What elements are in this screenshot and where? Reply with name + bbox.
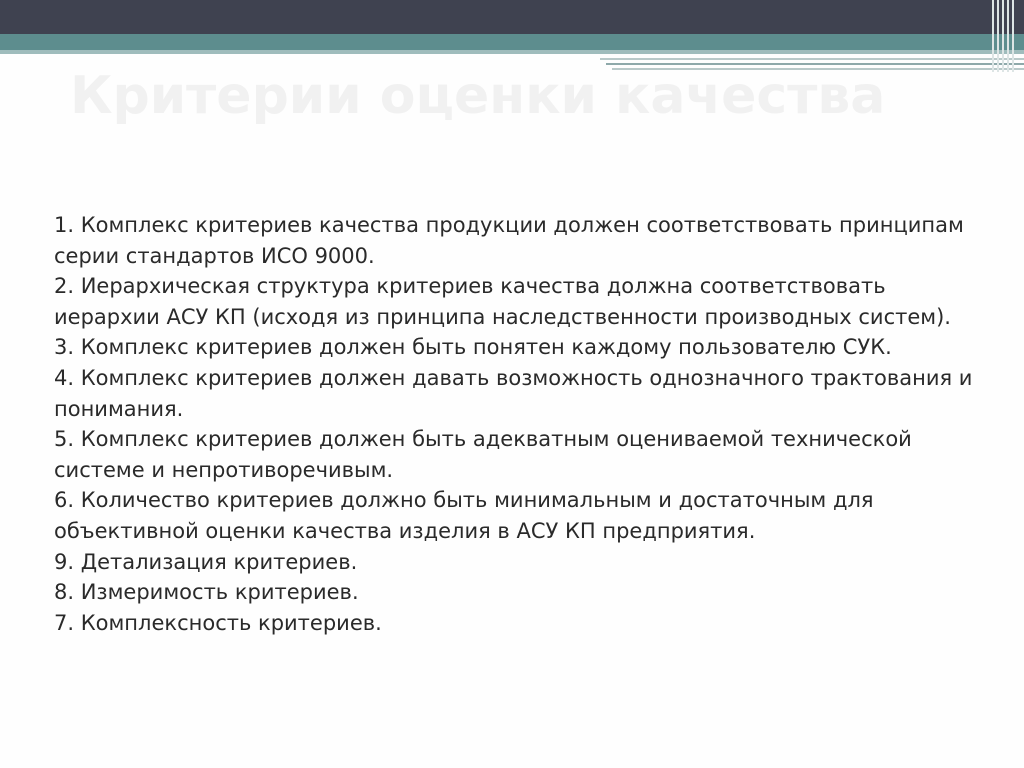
list-item: 7. Комплексность критериев.: [54, 610, 382, 635]
header-teal-band-light: [0, 50, 1024, 54]
decorative-line: [606, 63, 1024, 65]
slide-body: [54, 210, 994, 638]
corner-stripes: [990, 0, 1024, 72]
list-item: 6. Количество критериев должно быть минимальным и достаточным для объективной оценки качества изделия в АСУ КП предприятия.: [54, 488, 874, 543]
list-item: 1. Комплекс критериев качества продукции должен соответствовать принципам серии стандартов ИСО 9000.: [54, 213, 964, 268]
list-item: 2. Иерархическая структура критериев качества должна соответствовать иерархии АСУ КП (исходя из принципа наследственности производных систем).: [54, 274, 951, 329]
slide-title: Критерии оценки качества: [70, 66, 886, 126]
list-item: 9. Детализация критериев.: [54, 549, 358, 574]
decorative-line: [600, 58, 1024, 60]
list-item: 4. Комплекс критериев должен давать возможность однозначного трактования и понимания.: [54, 365, 973, 421]
header-dark-bar: [0, 0, 1024, 34]
list-item: 5. Комплекс критериев должен быть адекватным оцениваемой технической системе и непротиворечивым.: [54, 427, 912, 482]
list-item: 3. Комплекс критериев должен быть понятен каждому пользователю СУК.: [54, 335, 892, 360]
header-teal-band: [0, 34, 1024, 50]
list-item: 8. Измеримость критериев.: [54, 580, 359, 605]
